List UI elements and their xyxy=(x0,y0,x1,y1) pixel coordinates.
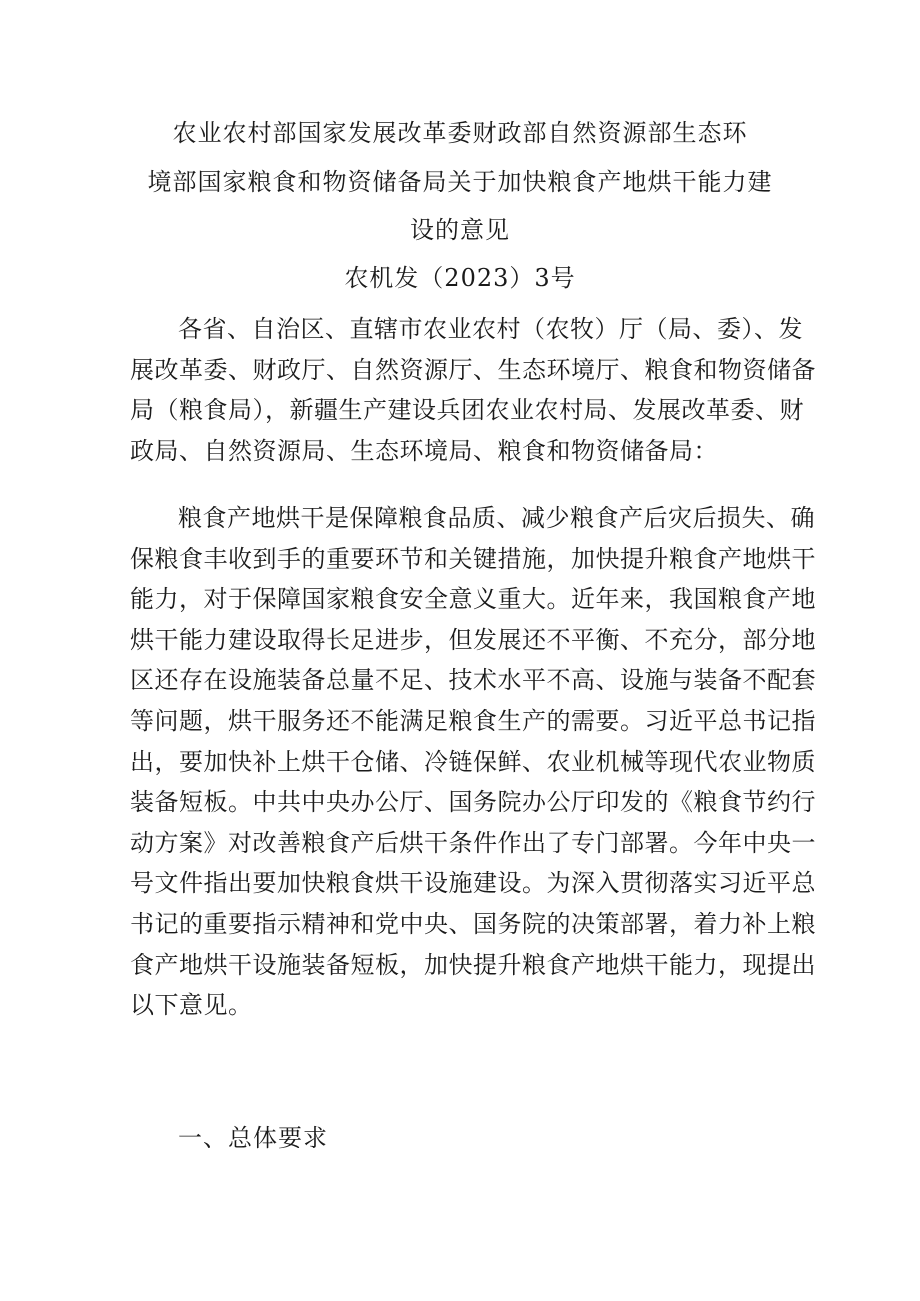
body-line: 区还存在设施装备总量不足、技术水平不高、设施与装备不配套 xyxy=(130,666,816,695)
body-line: 等问题，烘干服务还不能满足粮食生产的需要。习近平总书记指 xyxy=(130,706,816,735)
body-line: 装备短板。中共中央办公厅、国务院办公厅印发的《粮食节约行 xyxy=(130,788,816,817)
section-heading: 一、总体要求 xyxy=(178,1124,328,1152)
document-title-line-1: 农业农村部国家发展改革委财政部自然资源部生态环 xyxy=(172,119,748,147)
body-line: 保粮食丰收到手的重要环节和关键措施，加快提升粮食产地烘干 xyxy=(130,544,816,573)
body-line: 烘干能力建设取得长足进步，但发展还不平衡、不充分，部分地 xyxy=(130,625,816,654)
body-line: 出，要加快补上烘干仓储、冷链保鲜、农业机械等现代农业物质 xyxy=(130,747,816,776)
body-line: 食产地烘干设施装备短板，加快提升粮食产地烘干能力，现提出 xyxy=(130,950,816,979)
body-line: 以下意见。 xyxy=(130,991,253,1020)
body-line: 号文件指出要加快粮食烘干设施建设。为深入贯彻落实习近平总 xyxy=(130,869,816,898)
document-title-line-3: 设的意见 xyxy=(410,216,510,244)
body-line: 动方案》对改善粮食产后烘干条件作出了专门部署。今年中央一 xyxy=(130,828,816,857)
addressee-line: 政局、自然资源局、生态环境局、粮食和物资储备局： xyxy=(130,436,718,465)
addressee-paragraph xyxy=(130,309,816,471)
document-number: 农机发（2023）3号 xyxy=(344,264,576,292)
addressee-line: 展改革委、财政厅、自然资源厅、生态环境厅、粮食和物资储备 xyxy=(130,355,816,384)
body-paragraph xyxy=(130,498,816,1026)
body-line: 粮食产地烘干是保障粮食品质、减少粮食产后灾后损失、确 xyxy=(178,504,815,532)
document-title-line-2: 境部国家粮食和物资储备局关于加快粮食产地烘干能力建 xyxy=(147,168,773,196)
body-line: 书记的重要指示精神和党中央、国务院的决策部署，着力补上粮 xyxy=(130,909,816,938)
body-line: 能力，对于保障国家粮食安全意义重大。近年来，我国粮食产地 xyxy=(130,585,816,614)
addressee-line: 局（粮食局），新疆生产建设兵团农业农村局、发展改革委、财 xyxy=(130,396,804,425)
addressee-line: 各省、自治区、直辖市农业农村（农牧）厅（局、委）、发 xyxy=(178,315,803,343)
